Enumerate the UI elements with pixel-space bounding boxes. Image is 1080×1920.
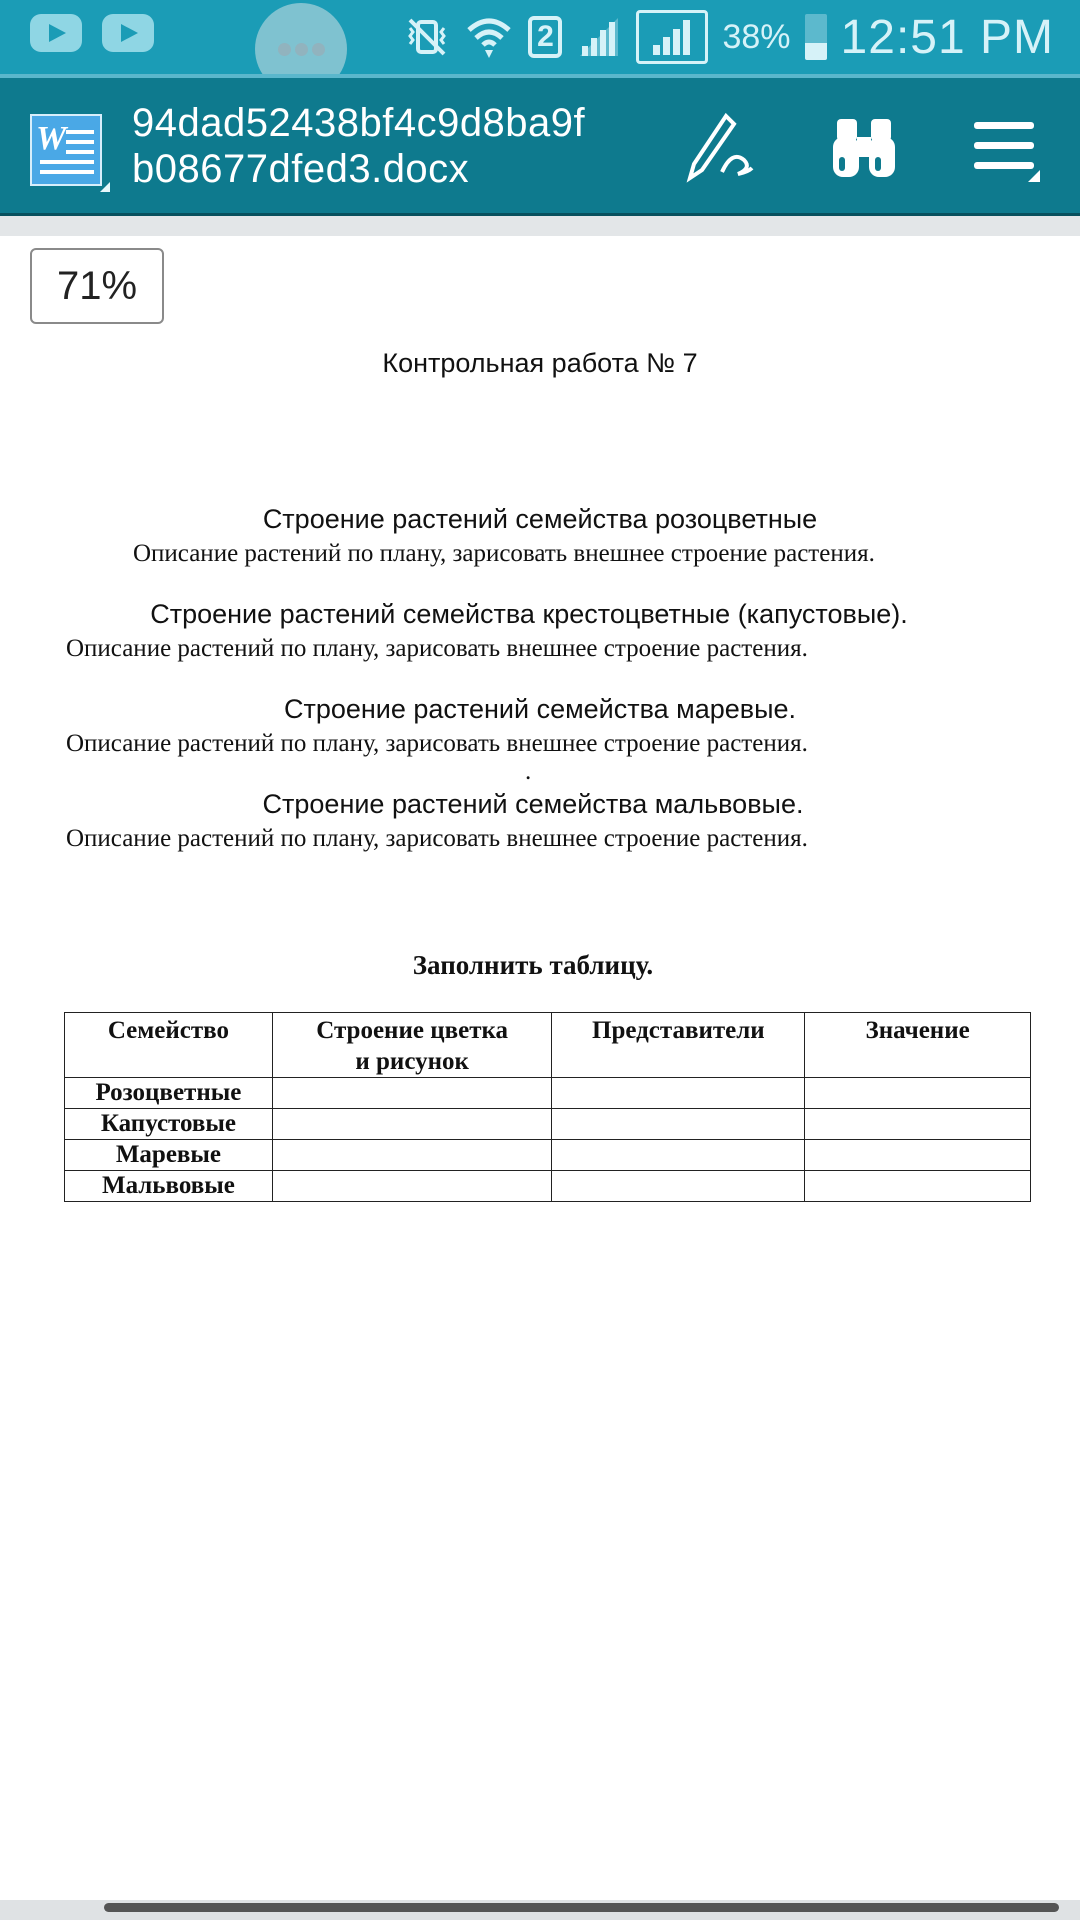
mute-vibrate-icon [404, 14, 450, 60]
table-cell [272, 1140, 552, 1171]
table-cell-family: Капустовые [65, 1109, 273, 1140]
table-row [65, 1078, 1031, 1109]
table-cell [272, 1078, 552, 1109]
table-cell [805, 1109, 1031, 1140]
table-cell [552, 1078, 805, 1109]
section-heading: Строение растений семейства розоцветные [262, 504, 818, 534]
section-description: Описание растений по плану, зарисовать внешнее строение растения. [66, 730, 808, 757]
zoom-indicator: 71% [30, 248, 164, 324]
youtube-icon [30, 14, 82, 52]
toolbar-shadow [0, 216, 1080, 236]
column-header-family: Семейство [65, 1013, 273, 1078]
table-header-row [65, 1013, 1031, 1078]
table-caption: Заполнить таблицу. [412, 950, 654, 980]
table-cell [272, 1171, 552, 1202]
table-cell-family: Маревые [65, 1140, 273, 1171]
page-title: Контрольная работа № 7 [382, 348, 698, 378]
column-header-flower-structure: Строение цветка и рисунок [272, 1013, 552, 1078]
signal-icon [636, 10, 708, 64]
table-cell [805, 1140, 1031, 1171]
menu-icon[interactable] [964, 108, 1044, 188]
table-row [65, 1109, 1031, 1140]
column-header-significance: Значение [805, 1013, 1031, 1078]
section-heading: Строение растений семейства маревые. [283, 694, 797, 724]
table-cell-family: Мальвовые [65, 1171, 273, 1202]
table-cell [805, 1078, 1031, 1109]
file-name-line2: b08677dfed3.docx [132, 147, 470, 191]
wifi-icon [464, 12, 514, 62]
clock: 12:51 PM [840, 10, 1054, 64]
corner-indicator [100, 182, 110, 192]
column-header-representatives: Представители [552, 1013, 805, 1078]
table-row [65, 1171, 1031, 1202]
section-description: Описание растений по плану, зарисовать внешнее строение растения. [66, 825, 808, 852]
youtube-icon [102, 14, 154, 52]
word-icon[interactable]: W [30, 114, 102, 186]
table-cell [272, 1109, 552, 1140]
section-heading: Строение растений семейства крестоцветные (капустовые). [150, 599, 908, 629]
table-cell [552, 1171, 805, 1202]
file-name-line1: 94dad52438bf4c9d8ba9f [132, 101, 586, 145]
table-cell-family: Розоцветные [65, 1078, 273, 1109]
sim-2-icon: 2 [528, 16, 562, 58]
table-row [65, 1140, 1031, 1171]
table-cell [552, 1109, 805, 1140]
signal-icon [576, 14, 622, 60]
table-cell [805, 1171, 1031, 1202]
section-description: Описание растений по плану, зарисовать внешнее строение растения. [66, 635, 808, 662]
table-cell [552, 1140, 805, 1171]
document-page[interactable] [0, 236, 1080, 1900]
pen-icon[interactable] [680, 108, 760, 188]
binoculars-icon[interactable] [824, 108, 904, 188]
battery-icon [805, 14, 827, 60]
status-bar [0, 0, 1080, 74]
app-bar [0, 74, 1080, 216]
document-title [132, 100, 652, 192]
battery-percent: 38% [722, 17, 791, 56]
families-table [64, 1012, 1031, 1202]
horizontal-scrollbar[interactable] [104, 1903, 1059, 1912]
stray-dot: . [525, 758, 532, 785]
section-heading: Строение растений семейства мальвовые. [262, 789, 804, 819]
section-description: Описание растений по плану, зарисовать внешнее строение растения. [133, 540, 875, 567]
